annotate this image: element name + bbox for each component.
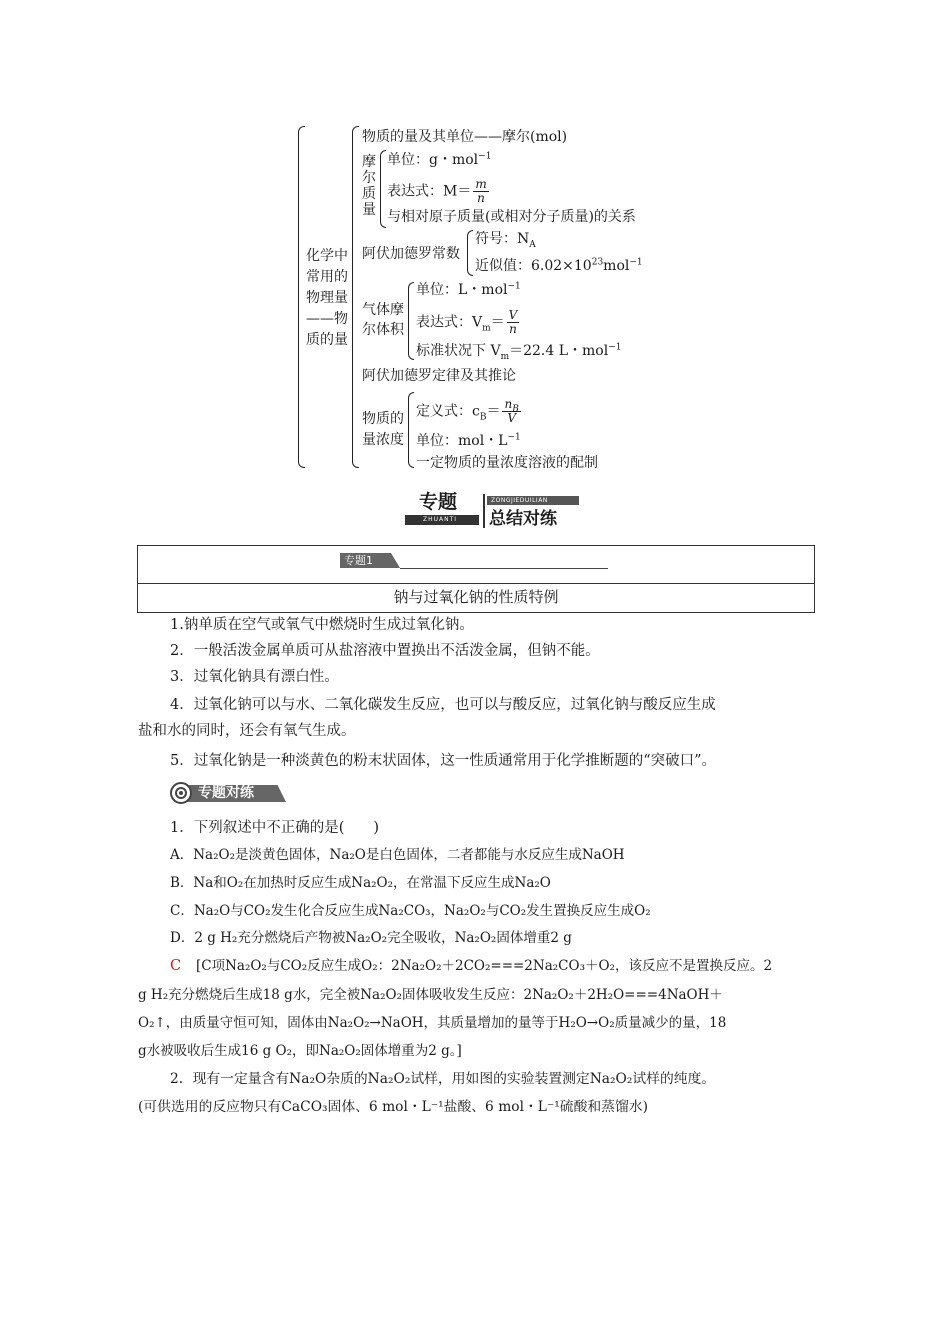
topic-box xyxy=(137,545,815,613)
root-brace xyxy=(298,126,305,468)
point-4-cont: 盐和水的同时，还会有氧气生成。 xyxy=(138,723,356,739)
avogadro-law: 阿伏加德罗定律及其推论 xyxy=(362,368,516,384)
banner-left-subtitle: ZHUANTI xyxy=(423,516,458,523)
avogadro-brace xyxy=(467,230,473,276)
gas-volume-unit: 单位：L・mol$^{-1}$ xyxy=(416,281,521,298)
practice-heading xyxy=(170,782,288,804)
point-2: 2．一般活泼金属单质可从盐溶液中置换出不活泼金属，但钠不能。 xyxy=(170,643,600,659)
root-label: 化学中 常用的 物理量 ——物 质的量 xyxy=(306,248,348,348)
concentration-preparation: 一定物质的量浓度溶液的配制 xyxy=(416,455,598,471)
explanation-line-2: g H₂充分燃烧后生成18 g水，完全被Na₂O₂固体吸收发生反应：2Na₂O₂＋2H₂O===4NaOH＋ xyxy=(138,987,723,1003)
option-a: A．Na₂O₂是淡黄色固体，Na₂O是白色固体，二者都能与水反应生成NaOH xyxy=(170,847,625,863)
topic-tag-rule xyxy=(400,568,608,569)
explanation-line-3: O₂↑，由质量守恒可知，固体由Na₂O₂→NaOH，其质量增加的量等于H₂O→O₂质量减少的量，18 xyxy=(138,1015,727,1031)
explanation-line-1: [C项Na₂O₂与CO₂反应生成O₂：2Na₂O₂＋2CO₂===2Na₂CO₃＋O₂，该反应不是置换反应。2 xyxy=(196,958,773,974)
point-3: 3．过氧化钠具有漂白性。 xyxy=(170,669,339,685)
point-1: 1.钠单质在空气或氧气中燃烧时生成过氧化钠。 xyxy=(170,617,474,633)
concentration-label: 物质的 量浓度 xyxy=(362,411,404,448)
gas-volume-brace xyxy=(408,282,414,360)
topic-tag-text: 专题1 xyxy=(344,554,373,567)
gas-volume-expression: 表达式：$V_m=$ $\frac{V}{n}$ xyxy=(416,308,518,336)
topic-title: 钠与过氧化钠的性质特例 xyxy=(393,588,559,606)
molar-mass-label: 摩 尔 质 量 xyxy=(362,154,376,218)
banner-right-subtitle: ZONGJIEDUILIAN xyxy=(491,497,548,504)
question-2-line-1: 2．现有一定量含有Na₂O杂质的Na₂O₂试样，用如图的实验装置测定Na₂O₂试样的纯度。 xyxy=(170,1071,716,1087)
question-2-line-2: (可供选用的反应物只有CaCO₃固体、6 mol・L⁻¹盐酸、6 mol・L⁻¹硫酸和蒸馏水) xyxy=(138,1099,648,1115)
level1-brace xyxy=(352,126,359,468)
molar-mass-relation: 与相对原子质量(或相对分子质量)的关系 xyxy=(387,209,636,225)
concentration-definition: 定义式：$c_B=$ $\frac{n_B}{V}$ xyxy=(416,397,519,425)
banner-left-title: 专题 xyxy=(419,491,458,513)
point-4: 4．过氧化钠可以与水、二氧化碳发生反应，也可以与酸反应，过氧化钠与酸反应生成 xyxy=(170,697,716,713)
avogadro-value: 近似值：$6.02\times 10^{23}mol^{-1}$ xyxy=(475,257,643,274)
molar-mass-unit: 单位：g・mol$^{-1}$ xyxy=(387,151,492,168)
practice-heading-text: 专题对练 xyxy=(198,785,254,801)
banner-divider xyxy=(483,494,485,528)
avogadro-symbol: 符号：$N_A$ xyxy=(475,231,536,250)
target-icon xyxy=(170,782,192,804)
molar-mass-expression: 表达式：M＝ $\frac{m}{n}$ xyxy=(387,177,487,205)
point-5: 5．过氧化钠是一种淡黄色的粉末状固体，这一性质通常用于化学推断题的“突破口”。 xyxy=(170,753,717,769)
option-c: C．Na₂O与CO₂发生化合反应生成Na₂CO₃，Na₂O₂与CO₂发生置换反应生成O₂ xyxy=(170,903,651,919)
gas-volume-standard: 标准状况下 $V_m=22.4$ L・mol$^{-1}$ xyxy=(416,342,622,362)
option-b: B．Na和O₂在加热时反应生成Na₂O₂，在常温下反应生成Na₂O xyxy=(170,875,551,891)
section-banner xyxy=(405,490,585,532)
node-amount-of-substance: 物质的量及其单位——摩尔(mol) xyxy=(362,129,568,145)
option-d: D．2 g H₂充分燃烧后产物被Na₂O₂完全吸收，Na₂O₂固体增重2 g xyxy=(170,930,572,946)
explanation-line-4: g水被吸收后生成16 g O₂，即Na₂O₂固体增重为2 g。] xyxy=(138,1043,462,1059)
concentration-unit: 单位：mol・$L^{-1}$ xyxy=(416,432,521,449)
banner-right-title: 总结对练 xyxy=(489,509,557,529)
avogadro-constant-label: 阿伏加德罗常数 xyxy=(362,246,460,262)
question-1-stem: 1．下列叙述中不正确的是( ) xyxy=(170,820,380,836)
concentration-brace xyxy=(408,392,414,468)
gas-molar-volume-label: 气体摩 尔体积 xyxy=(362,302,404,338)
answer-letter: C xyxy=(170,958,182,974)
molar-mass-brace xyxy=(380,150,386,228)
